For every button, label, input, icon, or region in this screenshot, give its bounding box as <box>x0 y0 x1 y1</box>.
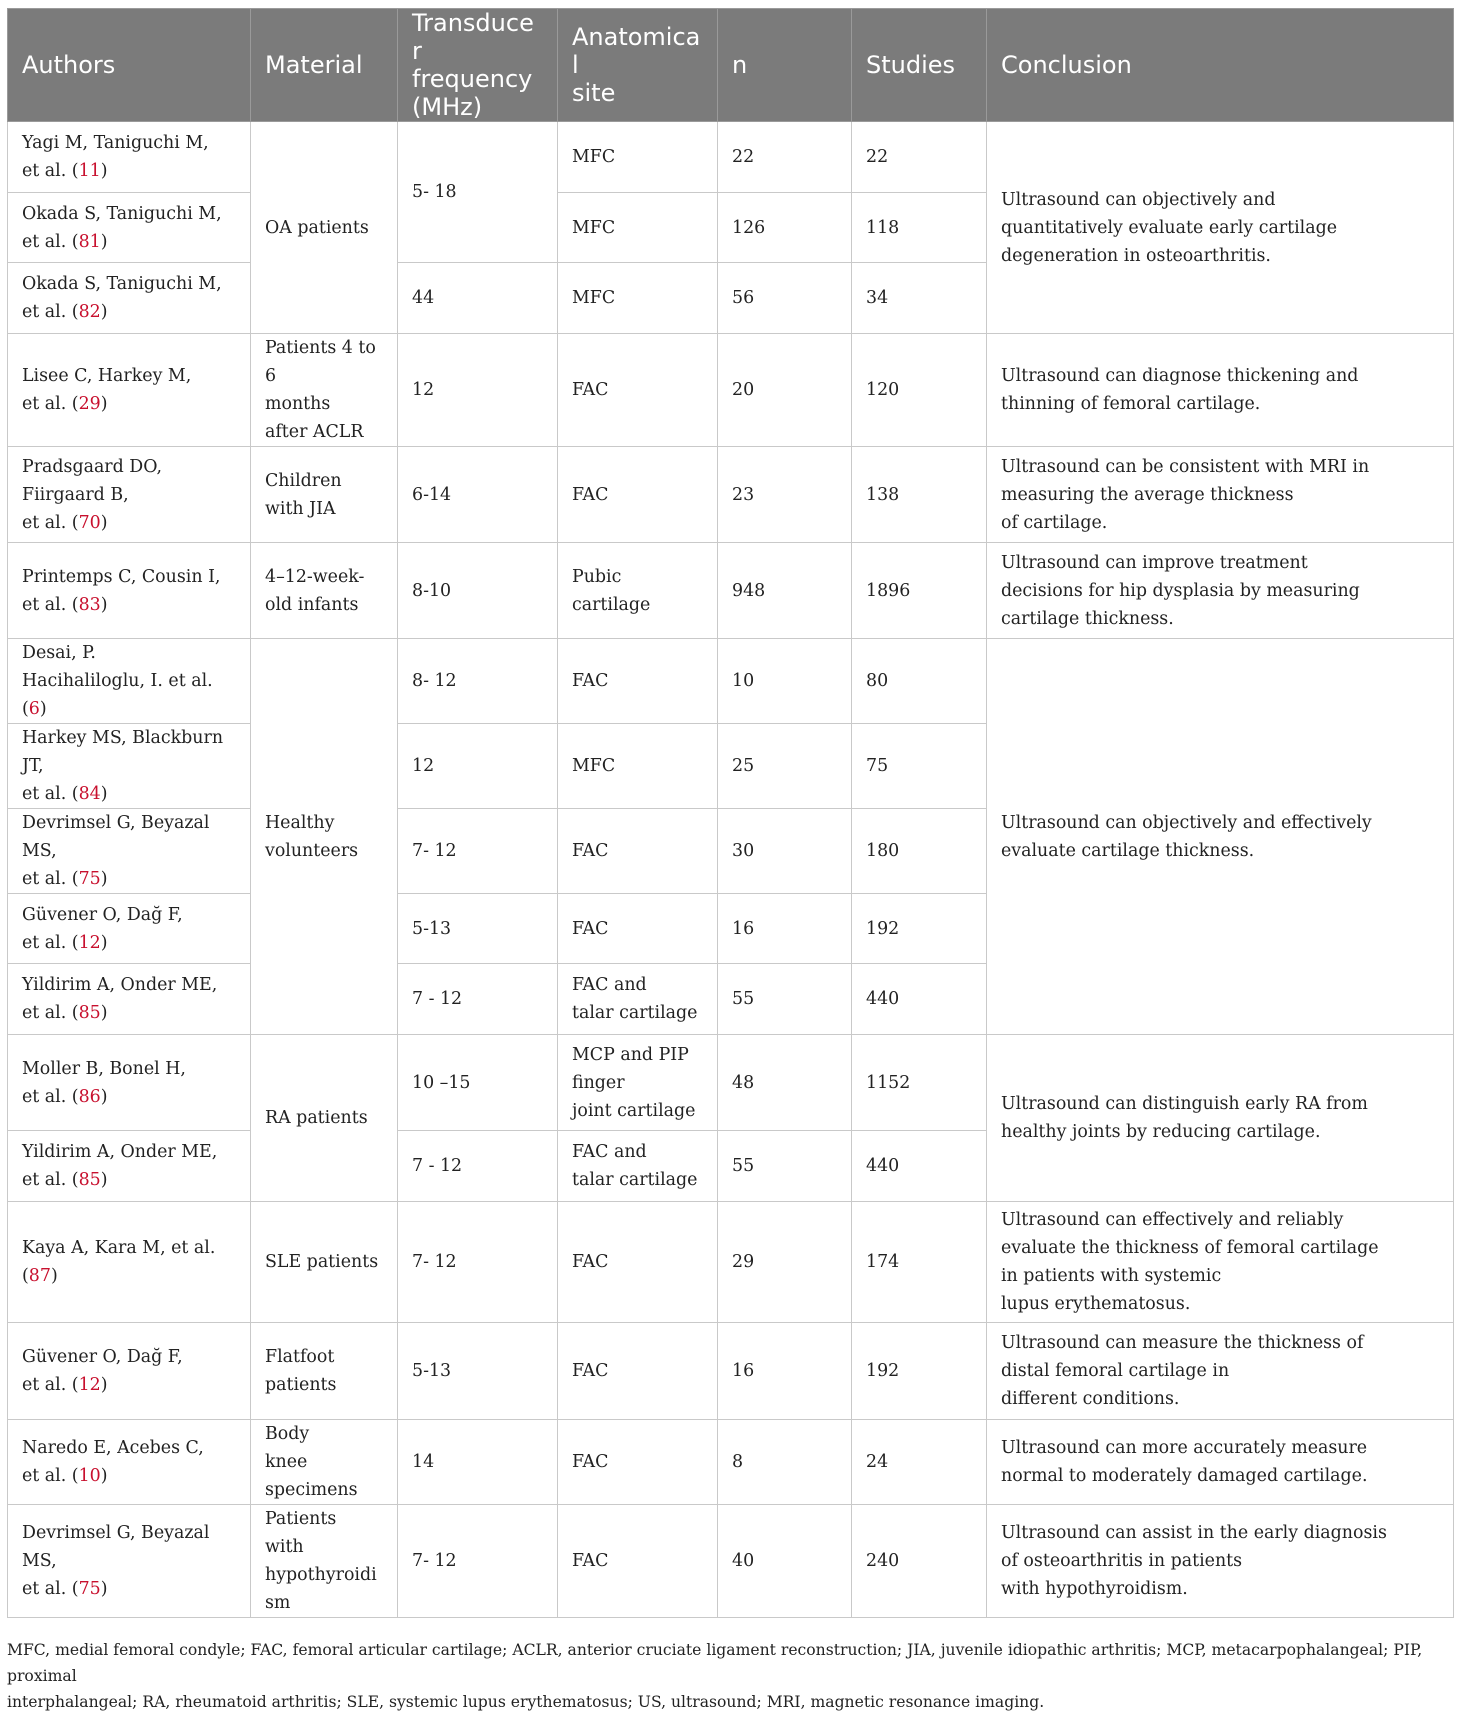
reference-link[interactable]: 83 <box>78 594 101 615</box>
material-cell <box>251 639 398 1035</box>
frequency-cell <box>398 639 558 724</box>
author-line: Desai, P. <box>22 643 96 663</box>
author-line: et al. (86) <box>22 1086 108 1107</box>
author-cell <box>8 193 251 263</box>
frequency-cell <box>398 1131 558 1202</box>
material-line: hypothyroidism <box>265 1565 377 1613</box>
table-row <box>8 1035 1454 1131</box>
column-header-line: Transducer <box>412 9 534 65</box>
column-header-conclusion <box>987 9 1454 122</box>
author-text: et al. <box>22 1579 72 1599</box>
table-header <box>8 9 1454 122</box>
conclusion-line: Ultrasound can improve treatment <box>1001 552 1308 573</box>
material-line: after ACLR <box>265 422 364 442</box>
site-line: FAC <box>572 1551 609 1571</box>
n-cell: 30 <box>718 809 852 894</box>
n-cell: 10 <box>718 639 852 724</box>
studies-cell: 138 <box>852 447 987 543</box>
frequency-line: 10 –15 <box>412 1072 471 1093</box>
conclusion-line: Ultrasound can assist in the early diagnosis <box>1001 1523 1387 1543</box>
frequency-line: 5-13 <box>412 1361 452 1381</box>
frequency-line: 8-10 <box>412 580 452 601</box>
material-line: Patients <box>265 1509 337 1529</box>
reference-link[interactable]: 29 <box>78 394 101 414</box>
conclusion-line: cartilage thickness. <box>1001 608 1174 629</box>
author-line: et al. (84) <box>22 784 108 804</box>
site-cell <box>558 1131 718 1202</box>
table-footnote <box>7 1637 1453 1715</box>
material-cell <box>251 1505 398 1618</box>
reference-link[interactable]: 87 <box>28 1266 51 1286</box>
site-line: FAC <box>572 484 609 505</box>
frequency-cell <box>398 894 558 964</box>
studies-cell: 118 <box>852 193 987 263</box>
frequency-cell <box>398 1420 558 1505</box>
column-header-author <box>8 9 251 122</box>
column-header-line: Material <box>265 51 363 79</box>
author-line: Yildirim A, Onder ME, <box>22 1142 218 1162</box>
material-cell <box>251 1202 398 1323</box>
table-row <box>8 334 1454 447</box>
n-cell: 56 <box>718 263 852 334</box>
author-cell <box>8 334 251 447</box>
conclusion-line: different conditions. <box>1001 1389 1180 1409</box>
frequency-cell <box>398 1202 558 1323</box>
studies-cell: 192 <box>852 1323 987 1420</box>
conclusion-cell <box>987 1420 1454 1505</box>
site-line: FAC <box>572 841 609 861</box>
material-cell <box>251 1323 398 1420</box>
author-cell <box>8 724 251 809</box>
author-line: et al. (81) <box>22 231 108 252</box>
frequency-cell <box>398 543 558 639</box>
studies-cell: 34 <box>852 263 987 334</box>
author-cell <box>8 639 251 724</box>
conclusion-line: Ultrasound can distinguish early RA from <box>1001 1094 1368 1114</box>
table-container <box>7 8 1453 1618</box>
author-cell <box>8 1202 251 1323</box>
material-line: Body <box>265 1424 310 1444</box>
author-line: Printemps C, Cousin I, <box>22 566 221 587</box>
n-cell: 20 <box>718 334 852 447</box>
table-row <box>8 639 1454 724</box>
author-cell <box>8 894 251 964</box>
site-cell <box>558 1035 718 1131</box>
author-line: Devrimsel G, Beyazal MS, <box>22 1523 210 1571</box>
author-line: et al. (70) <box>22 512 108 533</box>
reference-link[interactable]: 81 <box>78 231 101 252</box>
site-line: MFC <box>572 217 616 238</box>
frequency-line: 7- 12 <box>412 1551 457 1571</box>
n-cell: 25 <box>718 724 852 809</box>
conclusion-line: thinning of femoral cartilage. <box>1001 394 1261 414</box>
site-cell <box>558 724 718 809</box>
material-cell <box>251 447 398 543</box>
studies-cell: 174 <box>852 1202 987 1323</box>
author-text: et al. <box>22 1375 72 1395</box>
site-line: talar cartilage <box>572 1003 698 1023</box>
author-line: Naredo E, Acebes C, <box>22 1438 204 1458</box>
author-cell <box>8 122 251 193</box>
author-cell <box>8 964 251 1035</box>
studies-cell: 22 <box>852 122 987 193</box>
conclusion-line: in patients with systemic <box>1001 1266 1222 1286</box>
author-cell <box>8 809 251 894</box>
frequency-cell <box>398 447 558 543</box>
material-line: Healthy <box>265 812 335 833</box>
studies-cell: 24 <box>852 1420 987 1505</box>
reference-link[interactable]: 84 <box>78 784 101 804</box>
conclusion-cell <box>987 543 1454 639</box>
studies-cell: 1152 <box>852 1035 987 1131</box>
author-line: Okada S, Taniguchi M, <box>22 203 222 224</box>
site-line: talar cartilage <box>572 1170 698 1190</box>
author-line: Yildirim A, Onder ME, <box>22 975 218 995</box>
author-text: et al. <box>22 512 72 533</box>
frequency-cell <box>398 122 558 263</box>
n-cell: 48 <box>718 1035 852 1131</box>
site-line: Pubic cartilage <box>572 566 651 615</box>
site-cell <box>558 543 718 639</box>
material-cell <box>251 543 398 639</box>
n-cell: 8 <box>718 1420 852 1505</box>
site-cell <box>558 1420 718 1505</box>
conclusion-line: normal to moderately damaged cartilage. <box>1001 1466 1368 1486</box>
studies-cell: 440 <box>852 964 987 1035</box>
column-header-line: Anatomical <box>572 23 701 79</box>
site-line: FAC <box>572 380 609 400</box>
material-line: with <box>265 1537 304 1557</box>
frequency-line: 7- 12 <box>412 1252 457 1272</box>
reference-link[interactable]: 82 <box>78 302 101 322</box>
studies-cell: 240 <box>852 1505 987 1618</box>
conclusion-line: quantitatively evaluate early cartilage <box>1001 217 1338 238</box>
conclusion-line: evaluate the thickness of femoral cartilage <box>1001 1238 1379 1258</box>
frequency-line: 7 - 12 <box>412 989 463 1009</box>
material-line: Patients 4 to 6 <box>265 338 376 386</box>
table-row <box>8 1202 1454 1323</box>
material-line: months <box>265 394 331 414</box>
conclusion-cell <box>987 1323 1454 1420</box>
author-line: Lisee C, Harkey M, <box>22 366 192 386</box>
site-cell <box>558 193 718 263</box>
author-line: Güvener O, Dağ F, <box>22 1347 183 1367</box>
footnote-line: interphalangeal; RA, rheumatoid arthritis; SLE, systemic lupus erythematosus; US, ultrasound; MRI, magnetic resonance imaging. <box>7 1693 1045 1711</box>
table-row <box>8 1505 1454 1618</box>
n-cell: 23 <box>718 447 852 543</box>
author-line: et al. (29) <box>22 394 108 414</box>
n-cell: 40 <box>718 1505 852 1618</box>
author-line: Güvener O, Dağ F, <box>22 904 183 925</box>
author-cell <box>8 1505 251 1618</box>
conclusion-line: Ultrasound can more accurately measure <box>1001 1438 1368 1458</box>
author-text: et al. <box>22 1466 72 1486</box>
table-row <box>8 543 1454 639</box>
author-line: et al. (75) <box>22 869 108 889</box>
site-cell <box>558 1202 718 1323</box>
column-header-line: Studies <box>866 51 956 79</box>
site-line: FAC and <box>572 975 647 995</box>
table-row <box>8 1420 1454 1505</box>
studies-table <box>7 8 1454 1618</box>
author-line: Devrimsel G, Beyazal MS, <box>22 813 210 861</box>
column-header-line: (MHz) <box>412 93 483 121</box>
author-text: et al. <box>22 161 72 181</box>
reference-link[interactable]: 85 <box>78 1003 101 1023</box>
column-header-n <box>718 9 852 122</box>
conclusion-cell <box>987 447 1454 543</box>
n-cell: 55 <box>718 964 852 1035</box>
table-body <box>8 122 1454 1618</box>
site-line: MFC <box>572 756 616 776</box>
conclusion-cell <box>987 122 1454 334</box>
material-line: OA patients <box>265 217 369 238</box>
column-header-line: frequency <box>412 65 533 93</box>
site-line: FAC <box>572 918 609 939</box>
table-row <box>8 447 1454 543</box>
studies-cell: 80 <box>852 639 987 724</box>
conclusion-line: lupus erythematosus. <box>1001 1294 1191 1314</box>
frequency-cell <box>398 1035 558 1131</box>
table-row <box>8 122 1454 193</box>
n-cell: 22 <box>718 122 852 193</box>
conclusion-line: degeneration in osteoarthritis. <box>1001 245 1271 266</box>
site-line: joint cartilage <box>572 1100 696 1121</box>
author-cell <box>8 1131 251 1202</box>
studies-cell: 1896 <box>852 543 987 639</box>
author-line: Pradsgaard DO, Fiirgaard B, <box>22 456 162 505</box>
reference-link[interactable]: 85 <box>78 1170 101 1190</box>
material-cell <box>251 1035 398 1202</box>
frequency-line: 5-13 <box>412 918 452 939</box>
reference-link[interactable]: 12 <box>78 1375 101 1395</box>
author-line: et al. (11) <box>22 161 108 181</box>
author-text: Kaya A, Kara M, et al. <box>22 1238 216 1258</box>
author-line: Kaya A, Kara M, et al. (87) <box>22 1238 216 1286</box>
frequency-cell <box>398 263 558 334</box>
site-cell <box>558 1323 718 1420</box>
author-text: et al. <box>22 231 72 252</box>
frequency-line: 14 <box>412 1452 435 1472</box>
reference-link[interactable]: 70 <box>78 512 101 533</box>
site-cell <box>558 964 718 1035</box>
conclusion-line: distal femoral cartilage in <box>1001 1361 1230 1381</box>
material-line: with JIA <box>265 498 336 519</box>
frequency-line: 7 - 12 <box>412 1156 463 1176</box>
conclusion-line: Ultrasound can objectively and <box>1001 189 1276 210</box>
site-line: MFC <box>572 147 616 167</box>
site-cell <box>558 809 718 894</box>
author-text: et al. <box>22 594 72 615</box>
material-cell <box>251 1420 398 1505</box>
author-line: Harkey MS, Blackburn JT, <box>22 728 224 776</box>
site-line: FAC <box>572 1452 609 1472</box>
conclusion-line: Ultrasound can diagnose thickening and <box>1001 366 1359 386</box>
conclusion-line: Ultrasound can objectively and effectively <box>1001 812 1372 833</box>
site-line: FAC <box>572 671 609 691</box>
site-line: FAC <box>572 1361 609 1381</box>
author-line: et al. (12) <box>22 1375 108 1395</box>
site-line: finger <box>572 1072 625 1093</box>
material-line: SLE patients <box>265 1252 379 1272</box>
column-header-frequency <box>398 9 558 122</box>
author-cell <box>8 543 251 639</box>
studies-cell: 120 <box>852 334 987 447</box>
material-line: volunteers <box>265 840 359 861</box>
column-header-line: Conclusion <box>1001 51 1132 79</box>
site-cell <box>558 1505 718 1618</box>
footnote-line: MFC, medial femoral condyle; FAC, femoral articular cartilage; ACLR, anterior cruciate ligament reconstruction; JIA, juvenile idiopathic arthritis; MCP, metacarpophalangeal; PIP, proximal <box>7 1641 1423 1685</box>
frequency-cell <box>398 334 558 447</box>
reference-link[interactable]: 10 <box>78 1466 101 1486</box>
conclusion-cell <box>987 1505 1454 1618</box>
n-cell: 29 <box>718 1202 852 1323</box>
author-text: Hacihaliloglu, I. et al. <box>22 671 213 691</box>
author-line: et al. (83) <box>22 594 108 615</box>
conclusion-line: with hypothyroidism. <box>1001 1579 1188 1599</box>
frequency-cell <box>398 964 558 1035</box>
material-line: 4–12-week- <box>265 566 365 587</box>
conclusion-cell <box>987 334 1454 447</box>
conclusion-cell <box>987 1035 1454 1202</box>
conclusion-line: of cartilage. <box>1001 512 1108 533</box>
n-cell: 126 <box>718 193 852 263</box>
reference-link[interactable]: 6 <box>28 699 40 719</box>
frequency-line: 12 <box>412 380 435 400</box>
site-line: MCP and PIP <box>572 1044 689 1065</box>
frequency-line: 12 <box>412 756 435 776</box>
material-line: old infants <box>265 594 359 615</box>
conclusion-line: Ultrasound can measure the thickness of <box>1001 1333 1364 1353</box>
material-line: RA patients <box>265 1108 368 1128</box>
conclusion-cell <box>987 639 1454 1035</box>
frequency-line: 5- 18 <box>412 182 457 202</box>
site-cell <box>558 334 718 447</box>
conclusion-cell <box>987 1202 1454 1323</box>
site-cell <box>558 894 718 964</box>
author-line: Moller B, Bonel H, <box>22 1058 186 1079</box>
column-header-site <box>558 9 718 122</box>
studies-cell: 180 <box>852 809 987 894</box>
reference-link[interactable]: 75 <box>78 1579 101 1599</box>
site-cell <box>558 122 718 193</box>
author-line: et al. (10) <box>22 1466 108 1486</box>
author-text: et al. <box>22 394 72 414</box>
column-header-studies <box>852 9 987 122</box>
table-row <box>8 1323 1454 1420</box>
frequency-cell <box>398 724 558 809</box>
site-cell <box>558 639 718 724</box>
author-line: Okada S, Taniguchi M, <box>22 274 222 294</box>
frequency-cell <box>398 1323 558 1420</box>
author-cell <box>8 447 251 543</box>
column-header-line: n <box>732 51 748 79</box>
header-row <box>8 9 1454 122</box>
author-line: Hacihaliloglu, I. et al. (6) <box>22 671 213 719</box>
conclusion-line: healthy joints by reducing cartilage. <box>1001 1122 1321 1142</box>
material-line: Children <box>265 470 342 491</box>
reference-link[interactable]: 86 <box>78 1086 101 1107</box>
author-line: Yagi M, Taniguchi M, <box>22 133 209 153</box>
material-cell <box>251 122 398 334</box>
n-cell: 16 <box>718 894 852 964</box>
frequency-line: 44 <box>412 288 435 308</box>
conclusion-line: evaluate cartilage thickness. <box>1001 840 1255 861</box>
studies-cell: 75 <box>852 724 987 809</box>
author-cell <box>8 1420 251 1505</box>
author-text: et al. <box>22 869 72 889</box>
reference-link[interactable]: 12 <box>78 932 101 953</box>
author-text: et al. <box>22 1086 72 1107</box>
site-cell <box>558 263 718 334</box>
author-cell <box>8 1035 251 1131</box>
site-line: FAC <box>572 1252 609 1272</box>
site-cell <box>558 447 718 543</box>
author-text: et al. <box>22 1170 72 1190</box>
reference-link[interactable]: 11 <box>78 161 101 181</box>
frequency-line: 7- 12 <box>412 841 457 861</box>
frequency-cell <box>398 809 558 894</box>
studies-cell: 192 <box>852 894 987 964</box>
material-cell <box>251 334 398 447</box>
conclusion-line: decisions for hip dysplasia by measuring <box>1001 580 1360 601</box>
column-header-line: site <box>572 79 616 107</box>
conclusion-line: Ultrasound can effectively and reliably <box>1001 1210 1344 1230</box>
author-cell <box>8 1323 251 1420</box>
n-cell: 948 <box>718 543 852 639</box>
author-line: et al. (85) <box>22 1170 108 1190</box>
frequency-cell <box>398 1505 558 1618</box>
n-cell: 16 <box>718 1323 852 1420</box>
conclusion-line: Ultrasound can be consistent with MRI in <box>1001 456 1370 477</box>
site-line: MFC <box>572 288 616 308</box>
frequency-line: 6-14 <box>412 484 452 505</box>
column-header-material <box>251 9 398 122</box>
reference-link[interactable]: 75 <box>78 869 101 889</box>
author-text: et al. <box>22 1003 72 1023</box>
material-line: knee specimens <box>265 1452 358 1500</box>
conclusion-line: measuring the average thickness <box>1001 484 1294 505</box>
author-text: et al. <box>22 784 72 804</box>
author-cell <box>8 263 251 334</box>
site-line: FAC and <box>572 1142 647 1162</box>
author-line: et al. (75) <box>22 1579 108 1599</box>
author-line: et al. (12) <box>22 932 108 953</box>
n-cell: 55 <box>718 1131 852 1202</box>
conclusion-line: of osteoarthritis in patients <box>1001 1551 1243 1571</box>
studies-cell: 440 <box>852 1131 987 1202</box>
column-header-line: Authors <box>22 51 116 79</box>
material-line: patients <box>265 1375 337 1395</box>
author-line: et al. (82) <box>22 302 108 322</box>
author-line: et al. (85) <box>22 1003 108 1023</box>
material-line: Flatfoot <box>265 1347 335 1367</box>
author-text: et al. <box>22 932 72 953</box>
author-text: et al. <box>22 302 72 322</box>
frequency-line: 8- 12 <box>412 671 457 691</box>
